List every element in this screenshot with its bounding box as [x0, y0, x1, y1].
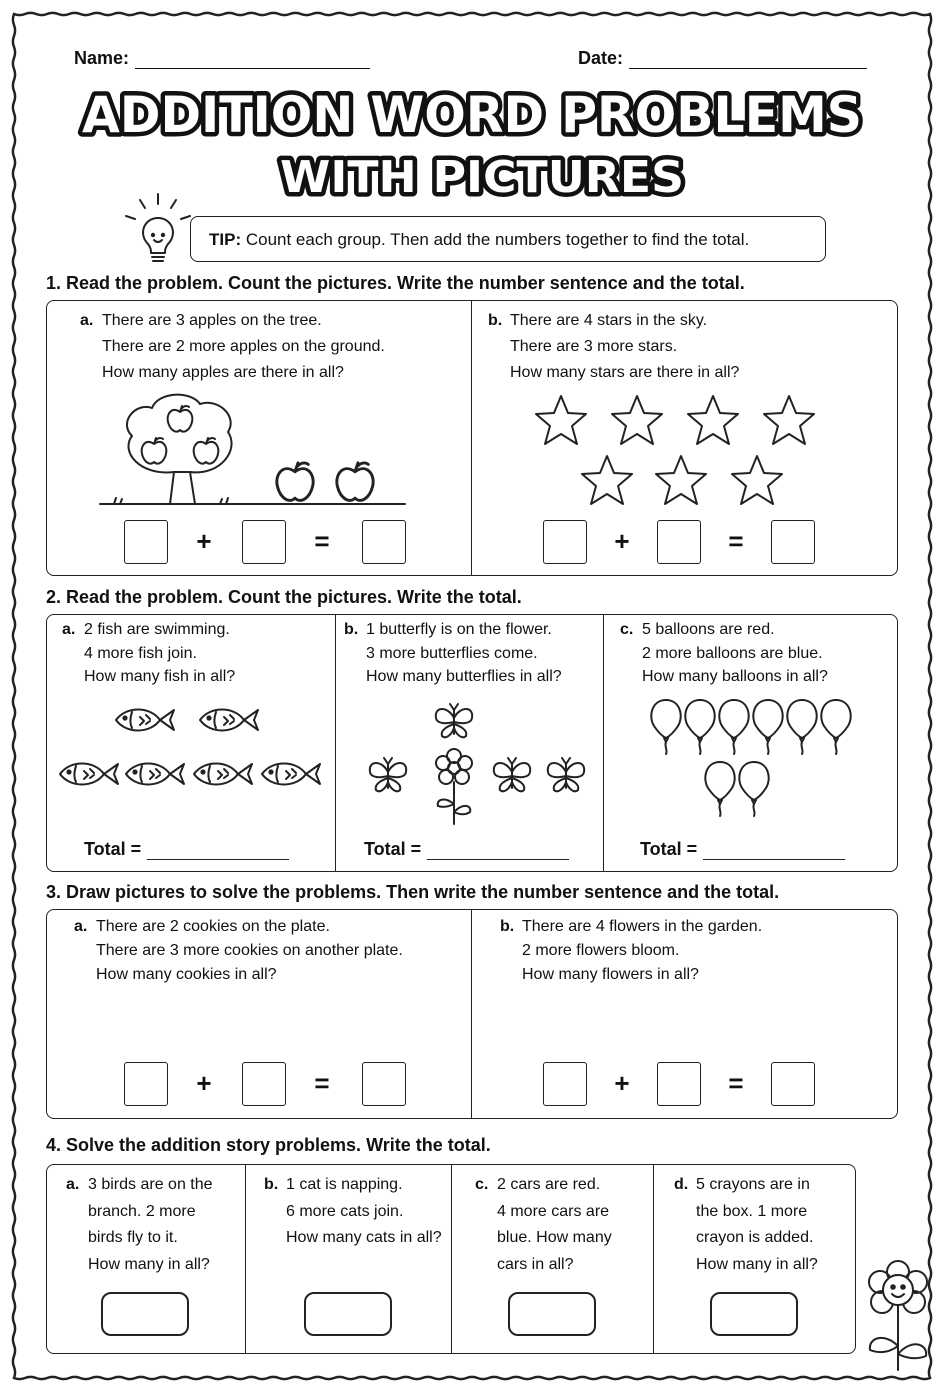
addend-box[interactable] [657, 520, 701, 564]
total-2b [364, 839, 569, 860]
problem-1a: a. There are 3 apples on the tree. There are 2 more apples on the ground. How many apples are there in all? [80, 308, 385, 386]
smiling-flower-icon [860, 1254, 936, 1374]
problem-label: a. [62, 621, 76, 638]
butterfly-icon [494, 758, 530, 791]
problem-2c: c. 5 balloons are red. 2 more balloons are blue. How many balloons in all? [620, 618, 828, 689]
balloon-icon [705, 762, 734, 816]
plus-sign: + [196, 526, 212, 556]
star-icon [732, 456, 782, 504]
apple-icon [166, 404, 194, 434]
tip-box [190, 216, 826, 262]
total-label: Total = [84, 839, 142, 859]
answer-box-4a[interactable] [101, 1292, 189, 1336]
section-1-title: 1. Read the problem. Count the pictures. Write the number sentence and the total. [46, 273, 745, 293]
fish-group [56, 700, 326, 794]
total-label: Total = [364, 839, 422, 859]
number-sentence-1b [543, 520, 815, 564]
equals-sign: = [314, 526, 330, 556]
butterfly-group [360, 704, 592, 828]
date-field[interactable] [578, 48, 867, 69]
problem-label: b. [264, 1176, 279, 1193]
problem-label: c. [475, 1176, 489, 1193]
addend-box[interactable] [124, 1062, 168, 1106]
panel-divider [603, 615, 604, 871]
equals-sign: = [728, 526, 744, 556]
plus-sign: + [196, 1068, 212, 1098]
star-icon [688, 396, 738, 444]
total-2c [640, 839, 845, 860]
problem-label: b. [488, 312, 503, 329]
apple-icon [334, 460, 376, 504]
number-sentence-3a [124, 1062, 406, 1106]
balloon-icon [651, 700, 680, 754]
addend-box[interactable] [543, 1062, 587, 1106]
sum-box[interactable] [362, 1062, 406, 1106]
addend-box[interactable] [242, 1062, 286, 1106]
balloon-icon [821, 700, 850, 754]
panel-divider [653, 1165, 654, 1353]
apple-icon [274, 460, 316, 504]
date-line[interactable] [629, 68, 867, 69]
star-icon [582, 456, 632, 504]
problem-1b: b. There are 4 stars in the sky. There are 3 more stars. How many stars are there in all? [488, 308, 739, 386]
problem-label: a. [74, 918, 88, 935]
problem-3a: a. There are 2 cookies on the plate. There are 3 more cookies on another plate. How many cookies in all? [74, 915, 403, 987]
addend-box[interactable] [124, 520, 168, 564]
name-label: Name: [74, 48, 130, 68]
problem-4c: c. 2 cars are red. 4 more cars are blue. How many cars in all? [475, 1172, 612, 1278]
answer-box-4c[interactable] [508, 1292, 596, 1336]
problem-label: a. [80, 312, 94, 329]
total-label: Total = [640, 839, 698, 859]
addend-box[interactable] [242, 520, 286, 564]
section-3-title: 3. Draw pictures to solve the problems. Then write the number sentence and the total. [46, 882, 780, 902]
apple-icon [140, 436, 168, 466]
problem-4b: b. 1 cat is napping. 6 more cats join. How many cats in all? [264, 1172, 442, 1252]
total-2a [84, 839, 289, 860]
panel-divider [471, 910, 472, 1118]
number-sentence-1a [124, 520, 406, 564]
title-line-2: WITH PICTURES [280, 152, 684, 203]
fish-icon [60, 764, 118, 785]
butterfly-icon [370, 758, 406, 791]
answer-line[interactable] [427, 859, 569, 860]
number-sentence-3b [543, 1062, 815, 1106]
problem-3b: b. There are 4 flowers in the garden. 2 more flowers bloom. How many flowers in all? [500, 915, 762, 987]
problem-label: c. [620, 621, 634, 638]
equals-sign: = [314, 1068, 330, 1098]
addend-box[interactable] [657, 1062, 701, 1106]
apple-icon [192, 436, 220, 466]
balloon-icon [787, 700, 816, 754]
butterfly-icon [548, 758, 584, 791]
problem-label: b. [500, 918, 515, 935]
balloon-icon [685, 700, 714, 754]
answer-box-4b[interactable] [304, 1292, 392, 1336]
title-line-1: ADDITION WORD PROBLEMS [82, 86, 862, 144]
sum-box[interactable] [362, 520, 406, 564]
problem-label: d. [674, 1176, 689, 1193]
addend-box[interactable] [543, 520, 587, 564]
fish-icon [126, 764, 184, 785]
panel-divider [451, 1165, 452, 1353]
name-line[interactable] [135, 68, 370, 69]
answer-line[interactable] [703, 859, 845, 860]
balloon-group [646, 696, 858, 814]
star-icon [764, 396, 814, 444]
butterfly-icon [436, 704, 472, 737]
panel-divider [471, 301, 472, 575]
equals-sign: = [728, 1068, 744, 1098]
fish-icon [262, 764, 320, 785]
fish-icon [116, 710, 174, 731]
balloon-icon [753, 700, 782, 754]
tip-label: TIP: [209, 230, 242, 249]
section-2-title: 2. Read the problem. Count the pictures. Write the total. [46, 587, 522, 607]
problem-4d: d. 5 crayons are in the box. 1 more crayon is added. How many in all? [674, 1172, 818, 1278]
plus-sign: + [614, 526, 630, 556]
balloon-icon [739, 762, 768, 816]
problem-4a: a. 3 birds are on the branch. 2 more birds fly to it. How many in all? [66, 1172, 213, 1278]
sum-box[interactable] [771, 520, 815, 564]
plus-sign: + [614, 1068, 630, 1098]
date-label: Date: [578, 48, 624, 68]
problem-label: a. [66, 1176, 80, 1193]
panel-divider [245, 1165, 246, 1353]
sum-box[interactable] [771, 1062, 815, 1106]
panel-divider [335, 615, 336, 871]
fish-icon [200, 710, 258, 731]
tip-text: Count each group. Then add the numbers together to find the total. [245, 230, 750, 249]
star-group [530, 392, 830, 512]
problem-label: b. [344, 621, 359, 638]
section-4-title: 4. Solve the addition story problems. Write the total. [46, 1135, 491, 1155]
name-field[interactable] [74, 48, 370, 69]
answer-box-4d[interactable] [710, 1292, 798, 1336]
star-icon [536, 396, 586, 444]
star-icon [656, 456, 706, 504]
fish-icon [194, 764, 252, 785]
problem-2b: b. 1 butterfly is on the flower. 3 more butterflies come. How many butterflies in all? [344, 618, 562, 689]
star-icon [612, 396, 662, 444]
flower-icon [436, 749, 472, 824]
answer-line[interactable] [147, 859, 289, 860]
balloon-icon [719, 700, 748, 754]
problem-2a: a. 2 fish are swimming. 4 more fish join. How many fish in all? [62, 618, 235, 689]
